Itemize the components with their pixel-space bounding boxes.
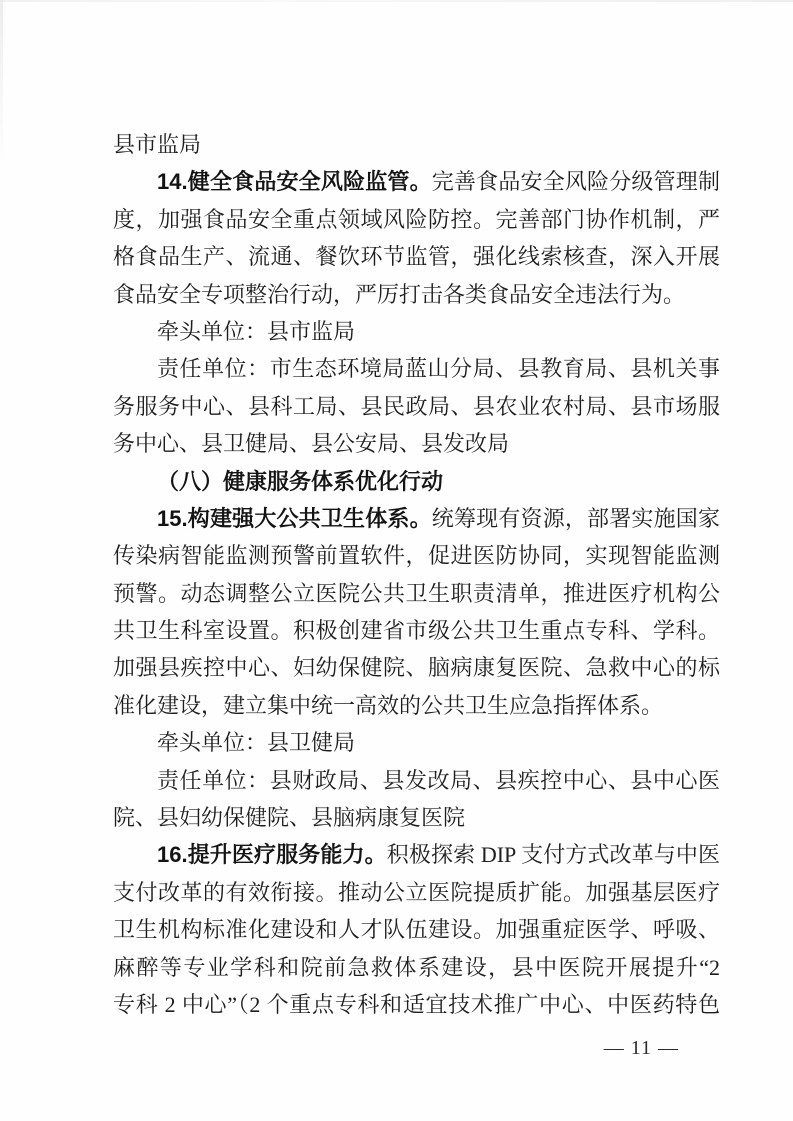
item-15-line xyxy=(113,612,720,649)
item-15-line xyxy=(113,575,720,612)
line-text: 务中心、县卫健局、县公安局、县发改局 xyxy=(113,431,510,457)
line-text: 专科 2 中心”（2 个重点专科和适宜技术推广中心、中医药特色 xyxy=(113,991,720,1017)
item-16-line xyxy=(113,949,720,986)
lead-unit-line xyxy=(113,313,720,350)
item-15-line xyxy=(113,537,720,574)
item-16-line xyxy=(113,986,720,1023)
item-16-line xyxy=(113,874,720,911)
bold-lead-text: 14.健全食品安全风险监管。 xyxy=(157,169,432,195)
lead-unit-line xyxy=(113,724,720,761)
responsible-unit-line xyxy=(113,350,720,387)
item-14-line xyxy=(113,276,720,313)
responsible-unit-line xyxy=(113,425,720,462)
item-15-line xyxy=(113,649,720,686)
continuation-line xyxy=(113,126,720,163)
item-14-line xyxy=(113,201,720,238)
item-15-line xyxy=(113,500,720,537)
text-block xyxy=(113,126,720,1023)
line-text: 麻醉等专业学科和院前急救体系建设，县中医院开展提升“2 xyxy=(113,954,720,980)
item-14-line xyxy=(113,238,720,275)
line-text: 务服务中心、县科工局、县民政局、县农业农村局、县市场服 xyxy=(113,393,720,419)
line-text: 传染病智能监测预警前置软件，促进医防协同，实现智能监测 xyxy=(113,543,720,569)
line-text: 准化建设，建立集中统一高效的公共卫生应急指挥体系。 xyxy=(113,692,664,718)
line-text: 院、县妇幼保健院、县脑病康复医院 xyxy=(113,805,466,831)
line-text: 加强县疾控中心、妇幼保健院、脑病康复医院、急救中心的标 xyxy=(113,655,720,681)
bold-lead-text: 15.构建强大公共卫生体系。 xyxy=(157,505,432,531)
line-text: 预警。动态调整公立医院公共卫生职责清单，推进医疗机构公 xyxy=(113,580,720,606)
section-8-heading xyxy=(113,463,720,500)
line-text: 责任单位：县财政局、县发改局、县疾控中心、县中心医 xyxy=(157,767,720,793)
responsible-unit-line xyxy=(113,388,720,425)
line-text: 格食品生产、流通、餐饮环节监管，强化线索核查，深入开展 xyxy=(113,244,720,270)
bold-lead-text: （八）健康服务体系优化行动 xyxy=(157,468,444,494)
line-text: 县市监局 xyxy=(113,132,202,157)
item-16-line xyxy=(113,911,720,948)
line-text: 支付改革的有效衔接。推动公立医院提质扩能。加强基层医疗 xyxy=(113,879,720,905)
line-text: 卫生机构标准化建设和人才队伍建设。加强重症医学、呼吸、 xyxy=(113,917,720,943)
bold-lead-text: 16.提升医疗服务能力。 xyxy=(157,842,387,868)
responsible-unit-line xyxy=(113,799,720,836)
item-16-line xyxy=(113,836,720,873)
line-text: 食品安全专项整治行动，严厉打击各类食品安全违法行为。 xyxy=(113,281,686,307)
scan-edge-top xyxy=(0,0,793,2)
line-text: 牵头单位：县卫健局 xyxy=(157,730,356,756)
line-text: 共卫生科室设置。积极创建省市级公共卫生重点专科、学科。 xyxy=(113,618,720,644)
item-14-line xyxy=(113,163,720,200)
line-text: 度，加强食品安全重点领域风险防控。完善部门协作机制，严 xyxy=(113,206,720,232)
line-text: 牵头单位：县市监局 xyxy=(157,318,356,344)
scan-edge-left xyxy=(0,0,3,170)
line-text: 责任单位：市生态环境局蓝山分局、县教育局、县机关事 xyxy=(157,356,720,382)
line-text: 统筹现有资源，部署实施国家 xyxy=(431,505,720,531)
responsible-unit-line xyxy=(113,762,720,799)
page-number: — 11 — xyxy=(603,1037,679,1059)
line-text: 积极探索 DIP 支付方式改革与中医 xyxy=(386,842,720,868)
item-15-line xyxy=(113,687,720,724)
line-text: 完善食品安全风险分级管理制 xyxy=(431,169,720,195)
